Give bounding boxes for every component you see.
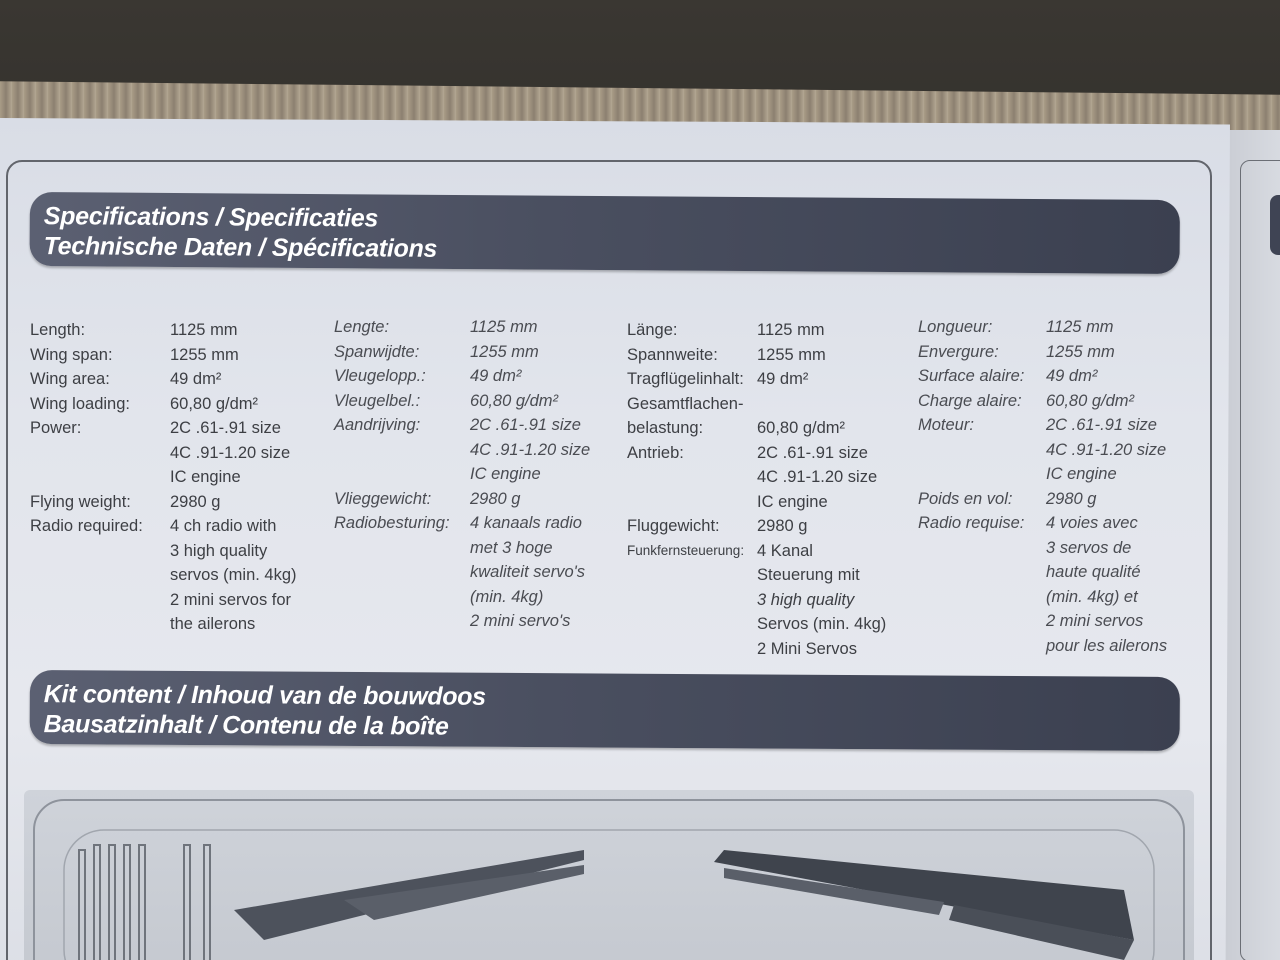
kit-content-illustration [24,790,1194,960]
spec-label: Surface alaire: [918,367,1025,385]
spec-label: Longueur: [918,318,993,336]
spec-value: 3 high quality [170,541,268,560]
spec-value: 4 voies avec [1046,514,1138,532]
spec-label: Length: [30,321,86,339]
spec-value: 60,80 g/dm² [470,391,559,410]
spec-value: IC engine [170,468,241,486]
spec-value: 3 servos de [1046,538,1132,557]
spec-value: 1255 mm [1046,342,1115,361]
spec-value: 2C .61-.91 size [470,416,581,434]
spec-label: Aandrijving: [334,416,421,434]
spec-label: Wing loading: [30,394,130,413]
spec-value: 4C .91-1.20 size [757,468,878,486]
specifications-title-line1: Specifications / Specificaties [43,202,379,233]
spec-value: 1255 mm [757,345,826,364]
spec-label: Envergure: [918,342,999,361]
spec-value: 1125 mm [170,321,238,339]
spec-label: Funkfernsteuerung: [627,542,745,558]
spec-value: 4C .91-1.20 size [470,440,591,459]
spec-value: 49 dm² [757,370,809,388]
spec-value: Steuerung mit [757,566,860,584]
spec-label: Fluggewicht: [627,517,720,535]
spec-value: 2980 g [470,489,521,508]
spec-value: 3 high quality [757,590,855,609]
spec-value: 4 Kanal [757,541,813,560]
kit-parts-drawing [24,790,1194,960]
spec-value: 2980 g [1046,489,1097,508]
spec-value: 49 dm² [1046,367,1098,385]
spec-value: 4C .91-1.20 size [1046,440,1167,459]
spec-value: 2C .61-.91 size [1046,416,1157,434]
spec-value: 49 dm² [470,367,522,385]
spec-label: Moteur: [918,416,974,434]
spec-label: Flying weight: [30,492,131,511]
spec-label: Radio required: [30,517,143,535]
spec-value: 1255 mm [170,345,239,364]
spec-value: 60,80 g/dm² [170,394,259,413]
spec-label: Tragflügelinhalt: [627,370,744,388]
spec-value: IC engine [1046,465,1117,483]
spec-label: Radiobesturing: [334,514,450,532]
spec-value: met 3 hoge [470,538,553,557]
spec-label: Vlieggewicht: [334,489,432,508]
kit-content-title-line2: Bausatzinhalt / Contenu de la boîte [43,710,449,741]
spec-label: Spannweite: [627,345,718,364]
spec-value: 2 mini servo's [470,612,571,630]
spec-value: 60,80 g/dm² [757,419,846,437]
spec-label: Spanwijdte: [334,342,420,361]
kit-content-header [30,670,1180,751]
spec-label: Radio requise: [918,514,1025,532]
spec-value: (min. 4kg) et [1046,587,1138,606]
spec-value: kwaliteit servo's [470,563,586,581]
spec-label: Vleugelopp.: [334,367,426,385]
spec-label: Lengte: [334,318,390,336]
spec-label: Wing span: [30,345,113,364]
spec-value: 4C .91-1.20 size [170,443,291,462]
adjacent-page-frame [1240,160,1280,960]
spec-label: Power: [30,419,82,437]
spec-value: 1125 mm [470,318,538,336]
spec-value: 2980 g [757,517,808,535]
spec-value: 2C .61-.91 size [757,443,868,462]
spec-value: (min. 4kg) [470,587,544,606]
spec-value: IC engine [470,465,541,483]
spec-value: IC engine [757,492,828,511]
spec-value: haute qualité [1046,563,1141,581]
spec-value: 2 mini servos [1046,612,1144,630]
spec-value: 1125 mm [1046,318,1114,336]
kit-content-title-line1: Kit content / Inhoud van de bouwdoos [43,680,486,711]
spec-value: 4 kanaals radio [470,514,582,532]
spec-value: Servos (min. 4kg) [757,615,887,633]
spec-label: Poids en vol: [918,489,1013,508]
adjacent-page-header-band [1270,195,1280,255]
spec-value: the ailerons [170,615,256,633]
spec-label: Charge alaire: [918,391,1022,410]
specifications-title-line2: Technische Daten / Spécifications [43,232,438,263]
spec-label: Vleugelbel.: [334,391,421,410]
spec-label: Wing area: [30,370,110,388]
spec-value: servos (min. 4kg) [170,566,297,584]
spec-label: Antrieb: [627,443,684,462]
spec-value: 49 dm² [170,370,222,388]
spec-value: 60,80 g/dm² [1046,391,1135,410]
specifications-header [29,192,1179,274]
spec-value: 2 Mini Servos [757,639,857,658]
spec-value: pour les ailerons [1046,636,1168,655]
spec-value: 1255 mm [470,342,539,361]
spec-value: 2C .61-.91 size [170,419,281,437]
spec-value: 4 ch radio with [170,517,277,535]
spec-label: belastung: [627,419,704,437]
spec-value: 2 mini servos for [170,590,292,609]
spec-label: Länge: [627,321,678,339]
spec-value: 1125 mm [757,321,825,339]
spec-value: 2980 g [170,492,221,511]
spec-label: Gesamtflachen- [627,394,744,413]
